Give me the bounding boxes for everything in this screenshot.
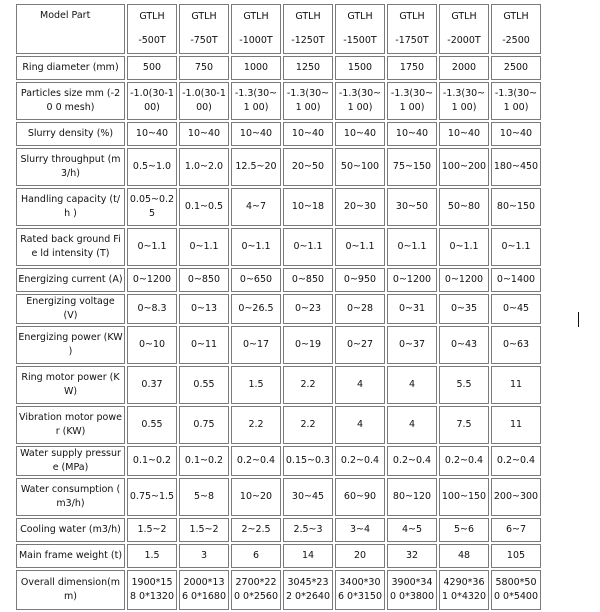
value-cell: 4~7 xyxy=(231,188,281,226)
model-code: -1750T xyxy=(395,35,429,46)
value-cell: 5800*500 0*5400 xyxy=(491,570,541,610)
value-cell: 20~50 xyxy=(283,148,333,186)
model-header-cell xyxy=(179,4,229,54)
model-header-cell xyxy=(335,4,385,54)
model-series: GTLH xyxy=(295,11,321,22)
value-cell: 32 xyxy=(387,544,437,568)
value-cell: 0~23 xyxy=(283,294,333,324)
table-row xyxy=(16,406,541,444)
table-row xyxy=(16,148,541,186)
value-cell: 0.2~0.4 xyxy=(335,446,385,476)
row-label-cell: Ring diameter (mm) xyxy=(16,56,125,80)
value-cell: 6 xyxy=(231,544,281,568)
value-cell: 10~18 xyxy=(283,188,333,226)
header-label-cell xyxy=(16,4,125,54)
header-row xyxy=(16,4,541,54)
value-cell: 5~6 xyxy=(439,518,489,542)
value-cell: 1750 xyxy=(387,56,437,80)
value-cell: -1.3(30~1 00) xyxy=(387,82,437,120)
row-label-cell: Ring motor power (K W) xyxy=(16,366,125,404)
value-cell: 50~80 xyxy=(439,188,489,226)
row-label-cell: Energizing voltage (V) xyxy=(16,294,125,324)
row-label-cell: Main frame weight (t) xyxy=(16,544,125,568)
value-cell: -1.0(30-1 00) xyxy=(179,82,229,120)
model-series: GTLH xyxy=(139,11,165,22)
value-cell: -1.3(30~1 00) xyxy=(335,82,385,120)
value-cell: 0.75~1.5 xyxy=(127,478,177,516)
value-cell: 7.5 xyxy=(439,406,489,444)
row-label-cell: Rated back ground Fie ld intensity (T) xyxy=(16,228,125,266)
value-cell: 1.5 xyxy=(127,544,177,568)
value-cell: 60~90 xyxy=(335,478,385,516)
value-cell: 0~1.1 xyxy=(231,228,281,266)
value-cell: 0.1~0.2 xyxy=(127,446,177,476)
value-cell: 5.5 xyxy=(439,366,489,404)
row-label-cell: Particles size mm (-20 0 mesh) xyxy=(16,82,125,120)
model-header-cell xyxy=(491,4,541,54)
value-cell: 3900*340 0*3800 xyxy=(387,570,437,610)
value-cell: 14 xyxy=(283,544,333,568)
value-cell: 2000 xyxy=(439,56,489,80)
value-cell: 4 xyxy=(335,366,385,404)
value-cell: 0~45 xyxy=(491,294,541,324)
row-label-cell: Vibration motor power (KW) xyxy=(16,406,125,444)
value-cell: 0~1400 xyxy=(491,268,541,292)
value-cell: 10~20 xyxy=(231,478,281,516)
value-cell: 0~37 xyxy=(387,326,437,364)
value-cell: 5~8 xyxy=(179,478,229,516)
value-cell: 0.2~0.4 xyxy=(439,446,489,476)
value-cell: 80~150 xyxy=(491,188,541,226)
value-cell: 2.2 xyxy=(283,406,333,444)
value-cell: 3~4 xyxy=(335,518,385,542)
value-cell: 0~1200 xyxy=(387,268,437,292)
value-cell: 3 xyxy=(179,544,229,568)
value-cell: 10~40 xyxy=(387,122,437,146)
value-cell: 750 xyxy=(179,56,229,80)
value-cell: 0.1~0.2 xyxy=(179,446,229,476)
value-cell: 0~650 xyxy=(231,268,281,292)
value-cell: 3400*306 0*3150 xyxy=(335,570,385,610)
row-label-cell: Slurry density (%) xyxy=(16,122,125,146)
value-cell: 0~1.1 xyxy=(439,228,489,266)
table-row xyxy=(16,122,541,146)
value-cell: -1.3(30~1 00) xyxy=(491,82,541,120)
value-cell: 0.15~0.3 xyxy=(283,446,333,476)
value-cell: 0.55 xyxy=(127,406,177,444)
value-cell: 0~8.3 xyxy=(127,294,177,324)
value-cell: 48 xyxy=(439,544,489,568)
value-cell: 2500 xyxy=(491,56,541,80)
value-cell: 0~31 xyxy=(387,294,437,324)
value-cell: 105 xyxy=(491,544,541,568)
value-cell: 3045*232 0*2640 xyxy=(283,570,333,610)
model-code: -500T xyxy=(138,35,166,46)
model-series: GTLH xyxy=(191,11,217,22)
value-cell: 10~40 xyxy=(335,122,385,146)
table-row xyxy=(16,228,541,266)
model-header-cell xyxy=(231,4,281,54)
value-cell: -1.3(30~1 00) xyxy=(231,82,281,120)
value-cell: 50~100 xyxy=(335,148,385,186)
value-cell: 6~7 xyxy=(491,518,541,542)
table-row xyxy=(16,446,541,476)
model-series: GTLH xyxy=(503,11,529,22)
value-cell: 0~850 xyxy=(283,268,333,292)
value-cell: 4 xyxy=(387,406,437,444)
value-cell: 0.75 xyxy=(179,406,229,444)
value-cell: 4 xyxy=(387,366,437,404)
table-row xyxy=(16,294,541,324)
value-cell: -1.0(30-1 00) xyxy=(127,82,177,120)
value-cell: 20~30 xyxy=(335,188,385,226)
model-header-cell xyxy=(127,4,177,54)
value-cell: -1.3(30~1 00) xyxy=(283,82,333,120)
value-cell: 20 xyxy=(335,544,385,568)
table-row xyxy=(16,56,541,80)
value-cell: 1000 xyxy=(231,56,281,80)
value-cell: 0~1200 xyxy=(439,268,489,292)
value-cell: 0~1.1 xyxy=(283,228,333,266)
value-cell: 75~150 xyxy=(387,148,437,186)
value-cell: 30~45 xyxy=(283,478,333,516)
value-cell: 0~27 xyxy=(335,326,385,364)
value-cell: 0~13 xyxy=(179,294,229,324)
value-cell: 11 xyxy=(491,406,541,444)
value-cell: 0.2~0.4 xyxy=(387,446,437,476)
value-cell: 0~1200 xyxy=(127,268,177,292)
value-cell: 100~200 xyxy=(439,148,489,186)
value-cell: 0.1~0.5 xyxy=(179,188,229,226)
value-cell: 2.2 xyxy=(231,406,281,444)
model-series: GTLH xyxy=(347,11,373,22)
value-cell: 2.5~3 xyxy=(283,518,333,542)
value-cell: 2700*220 0*2560 xyxy=(231,570,281,610)
value-cell: 0~28 xyxy=(335,294,385,324)
table-row xyxy=(16,570,541,610)
value-cell: 200~300 xyxy=(491,478,541,516)
table-row xyxy=(16,366,541,404)
value-cell: 2000*136 0*1680 xyxy=(179,570,229,610)
spec-table xyxy=(14,2,543,612)
model-code: -2000T xyxy=(447,35,481,46)
value-cell: 10~40 xyxy=(231,122,281,146)
value-cell: 10~40 xyxy=(127,122,177,146)
value-cell: 0~10 xyxy=(127,326,177,364)
row-label-cell: Water supply pressure (MPa) xyxy=(16,446,125,476)
model-code: -1500T xyxy=(343,35,377,46)
value-cell: 1250 xyxy=(283,56,333,80)
model-series: GTLH xyxy=(451,11,477,22)
value-cell: 10~40 xyxy=(179,122,229,146)
model-series: GTLH xyxy=(399,11,425,22)
value-cell: 0~850 xyxy=(179,268,229,292)
value-cell: 0~43 xyxy=(439,326,489,364)
text-cursor-mark xyxy=(578,312,579,327)
value-cell: 0~17 xyxy=(231,326,281,364)
value-cell: 0.5~1.0 xyxy=(127,148,177,186)
value-cell: 0.05~0.25 xyxy=(127,188,177,226)
value-cell: 0.2~0.4 xyxy=(231,446,281,476)
value-cell: 0~1.1 xyxy=(179,228,229,266)
table-row xyxy=(16,188,541,226)
value-cell: 100~150 xyxy=(439,478,489,516)
model-series: GTLH xyxy=(243,11,269,22)
row-label-cell: Cooling water (m3/h) xyxy=(16,518,125,542)
table-row xyxy=(16,544,541,568)
table-row xyxy=(16,82,541,120)
row-label-cell: Overall dimension(m m) xyxy=(16,570,125,610)
value-cell: 0~1.1 xyxy=(387,228,437,266)
value-cell: 1.5 xyxy=(231,366,281,404)
table-row xyxy=(16,326,541,364)
model-part-label: Model Part xyxy=(40,10,91,21)
table-row xyxy=(16,268,541,292)
value-cell: 0~950 xyxy=(335,268,385,292)
value-cell: 10~40 xyxy=(283,122,333,146)
value-cell: 80~120 xyxy=(387,478,437,516)
value-cell: 4~5 xyxy=(387,518,437,542)
value-cell: 500 xyxy=(127,56,177,80)
value-cell: 0~1.1 xyxy=(491,228,541,266)
value-cell: 0~35 xyxy=(439,294,489,324)
value-cell: 12.5~20 xyxy=(231,148,281,186)
model-code: -750T xyxy=(190,35,218,46)
model-code: -1250T xyxy=(291,35,325,46)
value-cell: 1900*158 0*1320 xyxy=(127,570,177,610)
value-cell: 4 xyxy=(335,406,385,444)
value-cell: 0~1.1 xyxy=(335,228,385,266)
value-cell: 0~1.1 xyxy=(127,228,177,266)
table-row xyxy=(16,478,541,516)
value-cell: 0~11 xyxy=(179,326,229,364)
row-label-cell: Energizing power (KW ) xyxy=(16,326,125,364)
value-cell: 11 xyxy=(491,366,541,404)
value-cell: 10~40 xyxy=(439,122,489,146)
value-cell: 1.0~2.0 xyxy=(179,148,229,186)
value-cell: 180~450 xyxy=(491,148,541,186)
row-label-cell: Water consumption ( m3/h) xyxy=(16,478,125,516)
value-cell: -1.3(30~1 00) xyxy=(439,82,489,120)
value-cell: 0.55 xyxy=(179,366,229,404)
value-cell: 2.2 xyxy=(283,366,333,404)
value-cell: 0~19 xyxy=(283,326,333,364)
model-header-cell xyxy=(283,4,333,54)
table-row xyxy=(16,518,541,542)
model-header-cell xyxy=(439,4,489,54)
row-label-cell: Slurry throughput (m 3/h) xyxy=(16,148,125,186)
value-cell: 0.2~0.4 xyxy=(491,446,541,476)
value-cell: 0~63 xyxy=(491,326,541,364)
model-code: -1000T xyxy=(239,35,273,46)
value-cell: 1500 xyxy=(335,56,385,80)
row-label-cell: Energizing current (A) xyxy=(16,268,125,292)
value-cell: 30~50 xyxy=(387,188,437,226)
row-label-cell: Handling capacity (t/h ) xyxy=(16,188,125,226)
model-code: -2500 xyxy=(502,35,530,46)
model-header-cell xyxy=(387,4,437,54)
value-cell: 1.5~2 xyxy=(127,518,177,542)
value-cell: 2~2.5 xyxy=(231,518,281,542)
value-cell: 0.37 xyxy=(127,366,177,404)
value-cell: 4290*361 0*4320 xyxy=(439,570,489,610)
value-cell: 10~40 xyxy=(491,122,541,146)
value-cell: 0~26.5 xyxy=(231,294,281,324)
value-cell: 1.5~2 xyxy=(179,518,229,542)
